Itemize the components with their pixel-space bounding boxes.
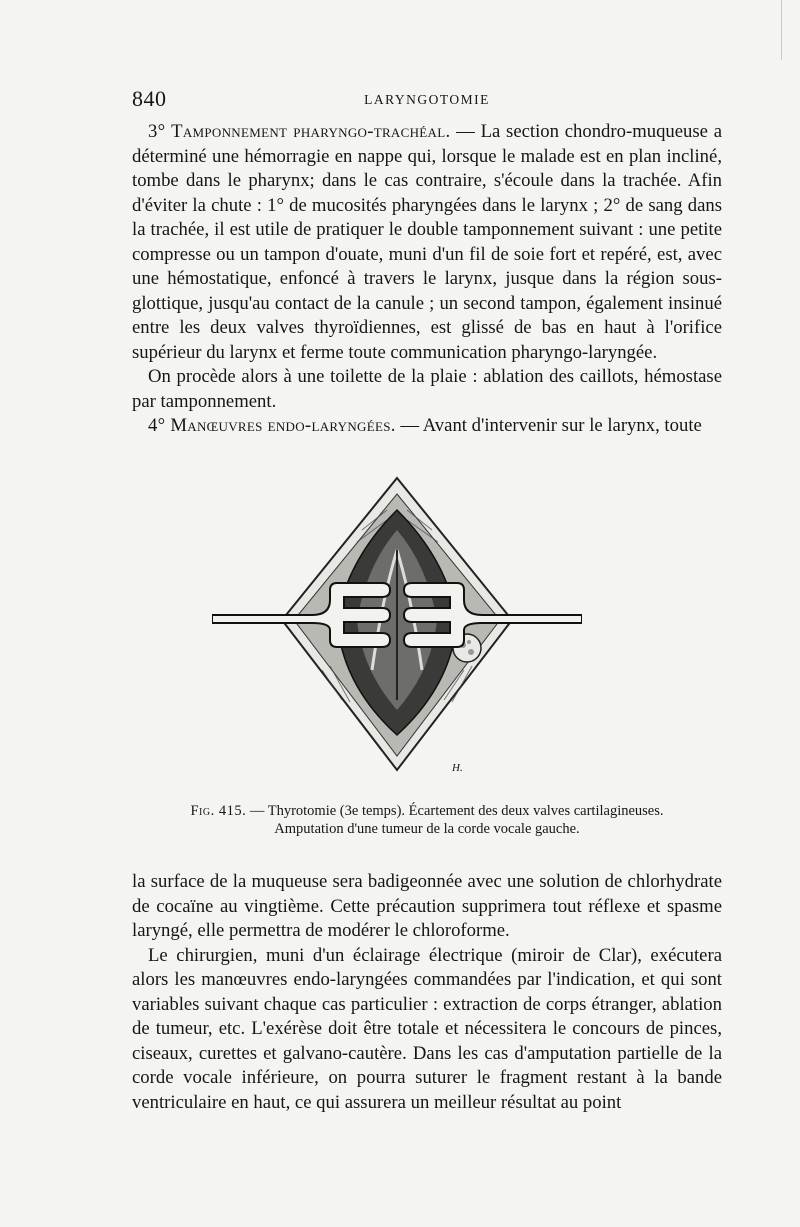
section-4-text: — Avant d'intervenir sur le larynx, toute (395, 415, 702, 436)
continuation-paragraph-2: Le chirurgien, muni d'un éclairage électrique (miroir de Clar), exécutera alors les manœuvres endo-laryngées commandées par l'indication, et qui sont variables suivant chaque cas particulier : extraction de corps étranger, ablation de tumeur, etc. L'exérèse doit être totale et nécessitera le concours de pinces, ciseaux, curettes et galvano-cautère. Dans les cas d'amputation partielle de la corde vocale inférieure, on pourra suturer le fragment restant à la bande ventriculaire en haut, ce qui assurera un meilleur résultat au point (132, 944, 722, 1113)
section-4-heading: 4° Manœuvres endo-laryngées. (148, 415, 396, 436)
section-3-text: — La section chondro-muqueuse a déterminé une hémorragie en nappe qui, lorsque le malade est en plan incliné, tombe dans le pharynx; dans le cas contraire, s'écoule dans la trachée. Afin d'éviter la chute : 1° de mucosités pharyngées dans le larynx ; 2° de sang dans la trachée, il est utile de pratiquer le double tamponnement suivant : une petite compresse ou un tampon d'ouate, muni d'un fil de soie fort et repéré, est, avec une hémostatique, enfoncé à travers le larynx, jusque dans la région sous-glottique, jusqu'au contact de la canule ; un second tampon, également insinué entre les deux valves thyroïdiennes, est glissé de bas en haut à l'orifice supérieur du larynx et ferme toute communication pharyngo-laryngée. (132, 121, 722, 363)
figure-caption (132, 802, 722, 838)
page-number: 840 (132, 86, 167, 111)
thyrotomy-figure (212, 470, 582, 790)
caption-line-2: Amputation d'une tumeur de la corde vocale gauche. (274, 821, 580, 837)
page-header (132, 86, 722, 116)
section-3-heading: 3° Tamponnement pharyngo-trachéal. (148, 121, 451, 142)
caption-line-1 (132, 802, 722, 820)
thyrotomy-illustration (212, 470, 582, 790)
running-title: LARYNGOTOMIE (364, 92, 490, 107)
engraver-monogram: H. (452, 762, 463, 774)
upper-text (132, 120, 722, 439)
page-edge-line (781, 0, 782, 60)
section-3-paragraph (132, 120, 722, 365)
figure-label: Fig. 415. (190, 803, 247, 819)
toilette-paragraph: On procède alors à une toilette de la plaie : ablation des caillots, hémostase par tamponnement. (132, 366, 722, 412)
caption-text-1: — Thyrotomie (3e temps). Écartement des deux valves cartilagineuses. (246, 803, 664, 819)
section-4-paragraph (132, 414, 722, 439)
lower-text (132, 870, 722, 1115)
continuation-paragraph-1: la surface de la muqueuse sera badigeonnée avec une solution de chlorhydrate de cocaïne au vingtième. Cette précaution supprimera tout réflexe et spasme laryngé, elle permettra de modérer le chloroforme. (132, 871, 722, 941)
